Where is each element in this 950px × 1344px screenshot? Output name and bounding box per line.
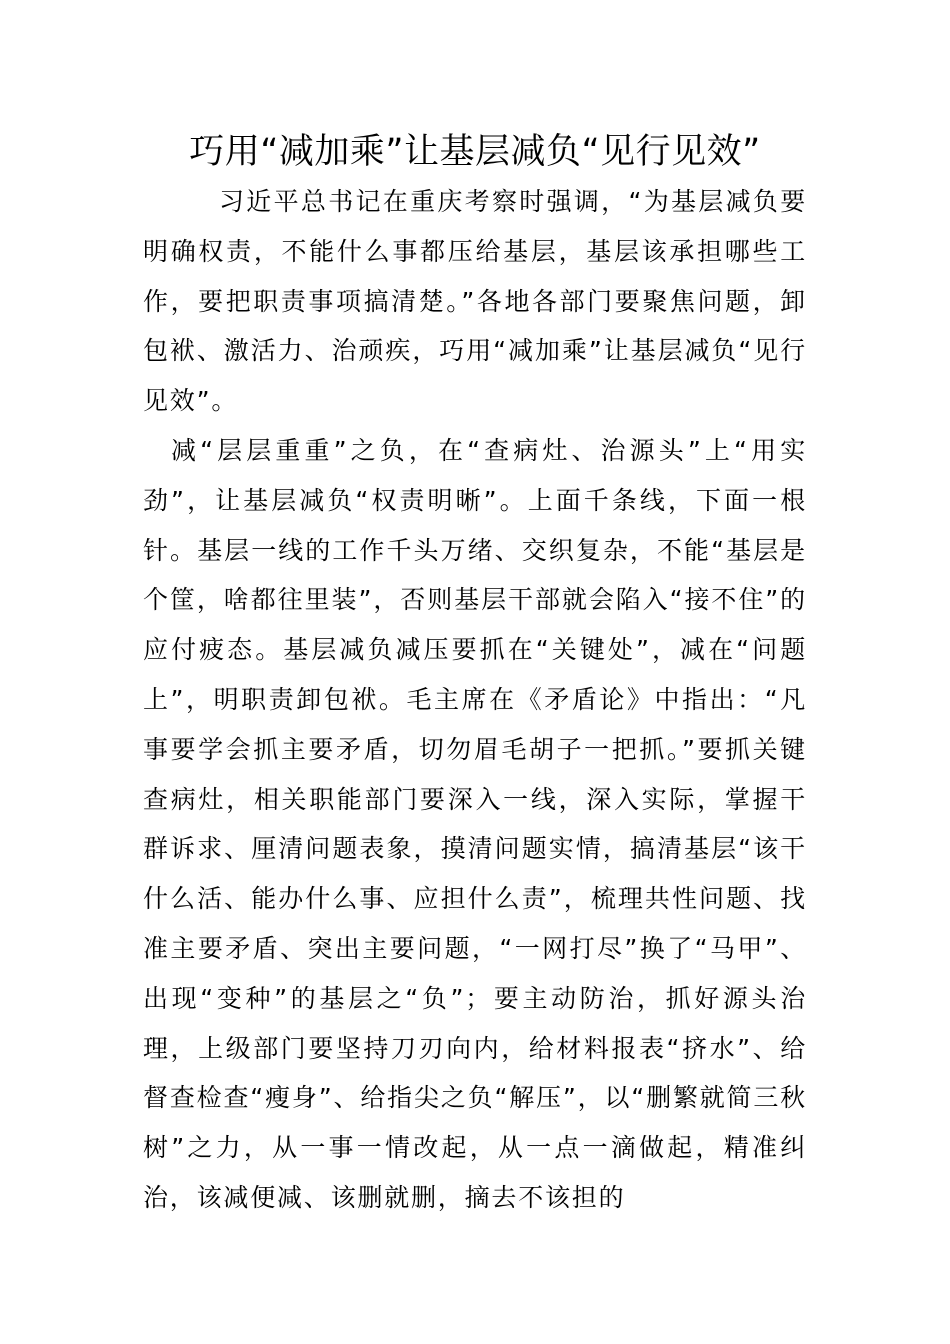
paragraph-intro: 习近平总书记在重庆考察时强调，“为基层减负要明确权责，不能什么事都压给基层，基层该承担哪些工作，要把职责事项搞清楚。”各地各部门要聚焦问题，卸包袱、激活力、治顽疾，巧用“减加乘”让基层减负“见行见效”。 (143, 187, 807, 416)
paragraph-reduce: 减“层层重重”之负，在“查病灶、治源头”上“用实劲”，让基层减负“权责明晰”。上面千条线，下面一根针。基层一线的工作千头万绪、交织复杂，不能“基层是个筐，啥都往里装”，否则基层干部就会陷入“接不住”的应付疲态。基层减负减压要抓在“关键处”，减在“问题上”，明职责卸包袱。毛主席在《矛盾论》中指出：“凡事要学会抓主要矛盾，切勿眉毛胡子一把抓。”要抓关键查病灶，相关职能部门要深入一线，深入实际，掌握干群诉求、厘清问题表象，摸清问题实情，搞清基层“该干什么活、能办什么事、应担什么责”，梳理共性问题、找准主要矛盾、突出主要问题，“一网打尽”换了“马甲”、出现“变种”的基层之“负”；要主动防治，抓好源头治理，上级部门要坚持刀刃向内，给材料报表“挤水”、给督查检查“瘦身”、给指尖之负“解压”，以“删繁就简三秋树”之力，从一事一情改起，从一点一滴做起，精准纠治，该减便减、该删就删，摘去不该担的 (143, 436, 807, 1212)
document-title: 巧用“减加乘”让基层减负“见行见效” (189, 132, 761, 172)
